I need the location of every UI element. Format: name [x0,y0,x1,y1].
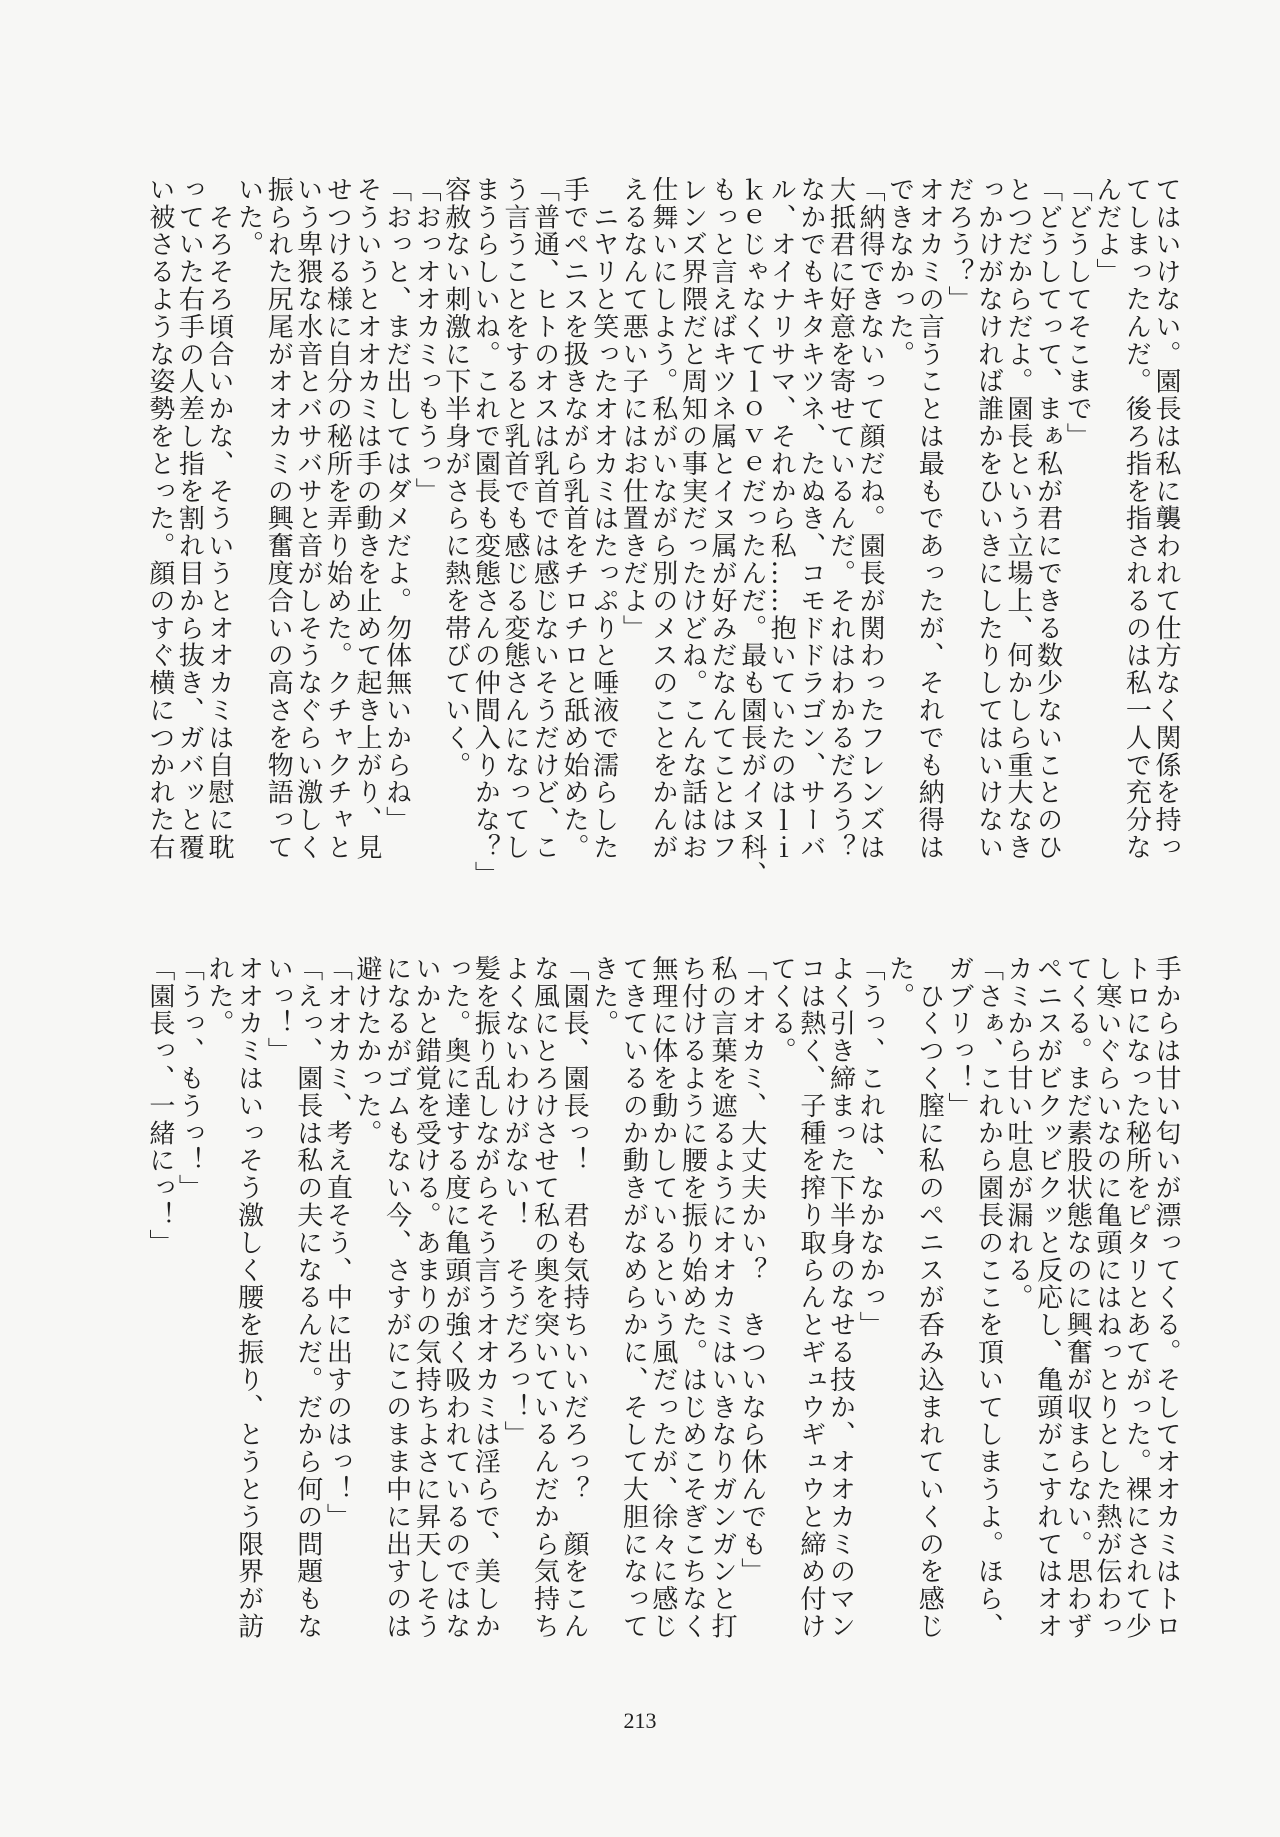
text-column: てくる。 [766,955,797,1065]
text-column: いかと錯覚を受ける。あまりの気持ちよさに昇天しそう [411,955,442,1640]
text-column: いっ！」 [263,955,294,1065]
text-column: になるがゴムもない今、さすがにこのまま中に出すのは [381,955,412,1640]
text-column: 「さぁ、これから園長のここを頂いてしまうよ。ほら、 [973,955,1004,1640]
text-column: オオカミはいっそう激しく腰を振り、とうとう限界が訪 [233,955,264,1640]
text-column: 手からは甘い匂いが漂ってくる。そしてオオカミはトロ [1151,955,1181,1640]
text-column: んだよ」 [1091,176,1122,286]
text-column: 「園長っ、一緒にっ！」 [144,955,175,1257]
text-column: ｋｅじゃなくてｌｏｖｅだったんだ。最も園長がイヌ科、 [736,176,767,889]
text-column: いた。 [233,176,264,259]
text-column: きた。 [588,955,619,1038]
top-text-block [120,176,1181,889]
text-column: 手でペニスを扱きながら乳首をチロチロと舐め始めた。 [559,176,590,861]
text-column: ち付けるように腰を振り始めた。はじめこそぎこちなく [677,955,708,1640]
text-column: 「オオカミ、大丈夫かい？ きついなら休んでも」 [736,955,767,1586]
text-column: 「おっオオカミっもうっ」 [411,176,442,505]
text-column: そういうとオオカミは手の動きを止めて起き上がり、見 [351,176,382,861]
text-column: 「納得できないって顔だね。園長が関わったフレンズは [855,176,886,861]
text-column: 大抵君に好意を寄せているんだ。それはわかるだろう？ [825,176,856,861]
text-column: 「うっ、これは、なかなかっ」 [855,955,886,1339]
text-column: トロになった秘所をピタリとあてがった。裸にされて少 [1121,955,1152,1640]
text-column: 振られた尻尾がオオカミの興奮度合いの高さを物語って [263,176,294,861]
text-column: ガブリっ！」 [943,955,974,1120]
text-column: えるなんて悪い子にはお仕置きだよ」 [618,176,649,642]
text-column: オオカミの言うことは最もであったが、それでも納得は [914,176,945,861]
text-column: だろう？」 [943,176,974,313]
text-column: 「オオカミ、考え直そう、中に出すのはっ！」 [322,955,353,1531]
text-column: コは熱く、子種を搾り取らんとギュウギュウと締め付け [795,955,826,1640]
text-column: っていた右手の人差し指を割れ目から抜き、ガバッと覆 [174,176,205,861]
text-column: 「うっ、もうっ！」 [174,955,205,1202]
text-column: てきているのか動きがなめらかに、そして大胆になって [618,955,649,1640]
text-column: った。奥に達する度に亀頭が強く吸われているのではな [440,955,471,1640]
text-column: れた。 [204,955,234,1038]
text-column: い被さるような姿勢をとった。顔のすぐ横につかれた右 [144,176,175,861]
text-column: っかけがなければ誰かをひいきにしたりしてはいけない [973,176,1004,861]
text-column: 私の言葉を遮るようにオオカミはいきなりガンガンと打 [707,955,738,1640]
text-column: 「どうしてそこまで」 [1062,176,1093,450]
text-column: た。 [884,955,915,1010]
text-column: よくないわけがない！ そうだろっ！」 [499,955,530,1449]
text-column: もっと言えばキツネ属とイヌ属が好みだなんてことはフ [707,176,738,861]
text-column: し寒いぐらいなのに亀頭にはねっとりとした熱が伝わっ [1091,955,1122,1640]
text-column: なかでもキタキツネ、たぬき、コモドドラゴン、サーバ [795,176,826,861]
text-column: てしまったんだ。後ろ指を指されるのは私一人で充分な [1121,176,1152,861]
text-column: 「おっと、まだ出してはダメだよ。勿体無いからね」 [381,176,412,834]
text-column: 「普通、ヒトのオスは乳首では感じないそうだけど、こ [529,176,560,861]
text-column: てはいけない。園長は私に襲われて仕方なく関係を持っ [1151,176,1181,861]
text-column: ル、オイナリサマ、それから私……抱いていたのはｌｉ [766,176,797,861]
text-column: ニヤリと笑ったオオカミはたっぷりと唾液で濡らした [588,176,619,861]
text-column: ペニスがビクッビクッと反応し、亀頭がこすれてはオオ [1032,955,1063,1640]
text-column: よく引き締まった下半身のなせる技か、オオカミのマン [825,955,856,1640]
text-column: 仕舞いにしよう。私がいながら別のメスのことをかんが [647,176,678,861]
text-column: せつける様に自分の秘所を弄り始めた。クチャクチャと [322,176,353,861]
text-column: 無理に体を動かしているという風だったが、徐々に感じ [647,955,678,1640]
text-column: 「どうしてって、まぁ私が君にできる数少ないことのひ [1032,176,1063,861]
text-column: とつだからだよ。園長という立場上、何かしら重大なき [1003,176,1034,861]
text-column: いう卑猥な水音とバサバサと音がしそうなぐらい激しく [292,176,323,861]
text-column: ひくつく膣に私のペニスが呑み込まれていくのを感じ [914,955,945,1640]
text-column: 容赦ない刺激に下半身がさらに熱を帯びていく。 [440,176,471,779]
page-number: 213 [623,1708,657,1733]
text-column: レンズ界隈だと周知の事実だったけどね。こんな話はお [677,176,708,861]
text-column: カミから甘い吐息が漏れる。 [1003,955,1034,1312]
text-column: 髪を振り乱しながらそう言うオオカミは淫らで、美しか [470,955,501,1640]
text-column: できなかった。 [884,176,915,368]
text-column: 「えっ、園長は私の夫になるんだ。だから何の問題もな [292,955,323,1640]
bottom-text-block [120,955,1180,1655]
text-column: てくる。まだ素股状態なのに興奮が収まらない。思わず [1062,955,1093,1640]
text-column: な風にとろけさせて私の奥を突いているんだから気持ち [529,955,560,1640]
text-column: 避けたかった。 [351,955,382,1147]
text-column: 「園長、園長っ！ 君も気持ちいいだろっ？ 顔をこん [559,955,590,1640]
text-column: そろそろ頃合いかな、そういうとオオカミは自慰に耽 [204,176,234,861]
text-column: う言うことをすると乳首でも感じる変態さんになってし [499,176,530,861]
text-column: まうらしいね。これで園長も変態さんの仲間入りかな？」 [470,176,501,889]
